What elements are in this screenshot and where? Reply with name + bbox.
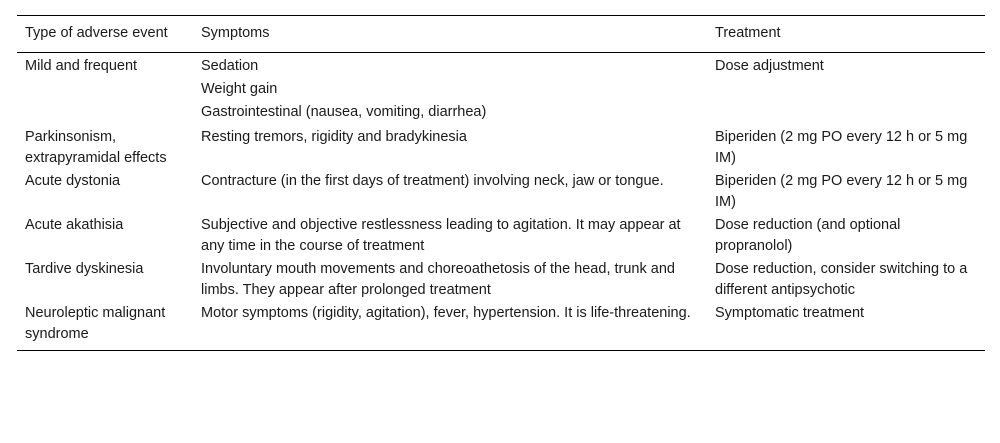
header-symptoms: Symptoms xyxy=(201,25,270,41)
table-row xyxy=(17,257,985,301)
header-row xyxy=(17,16,985,53)
cell-type: Acute dystonia xyxy=(25,173,121,189)
cell-type: Neuroleptic malignant syndrome xyxy=(25,305,166,342)
cell-treatment: Symptomatic treatment xyxy=(715,305,865,321)
adverse-events-table-container xyxy=(17,15,985,351)
table-row xyxy=(17,169,985,213)
cell-symptoms xyxy=(193,53,707,126)
table-row xyxy=(17,213,985,257)
symptom-item: Gastrointestinal (nausea, vomiting, diarrhea) xyxy=(201,104,487,120)
cell-type: Parkinsonism, extrapyramidal effects xyxy=(25,129,167,166)
cell-symptoms: Subjective and objective restlessness leading to agitation. It may appear at any time in the course of treatment xyxy=(201,217,681,254)
cell-treatment: Biperiden (2 mg PO every 12 h or 5 mg IM) xyxy=(715,173,968,210)
cell-treatment: Dose reduction (and optional propranolol) xyxy=(715,217,901,254)
cell-treatment: Dose adjustment xyxy=(715,58,824,74)
symptom-item: Weight gain xyxy=(201,81,278,97)
cell-type: Acute akathisia xyxy=(25,217,124,233)
adverse-events-table xyxy=(17,15,985,351)
table-header xyxy=(17,16,985,53)
cell-treatment: Biperiden (2 mg PO every 12 h or 5 mg IM) xyxy=(715,129,968,166)
table-body xyxy=(17,53,985,351)
table-row xyxy=(17,301,985,351)
cell-symptoms: Motor symptoms (rigidity, agitation), fever, hypertension. It is life-threatening. xyxy=(201,305,691,321)
table-row xyxy=(17,125,985,169)
cell-type: Mild and frequent xyxy=(25,58,138,74)
table-row xyxy=(17,53,985,126)
header-treatment: Treatment xyxy=(715,25,781,41)
header-type: Type of adverse event xyxy=(25,25,168,41)
cell-symptoms: Involuntary mouth movements and choreoathetosis of the head, trunk and limbs. They appear after prolonged treatment xyxy=(201,261,675,298)
cell-symptoms: Resting tremors, rigidity and bradykinesia xyxy=(201,129,467,145)
cell-symptoms: Contracture (in the first days of treatment) involving neck, jaw or tongue. xyxy=(201,173,664,189)
cell-type: Tardive dyskinesia xyxy=(25,261,144,277)
cell-treatment: Dose reduction, consider switching to a different antipsychotic xyxy=(715,261,968,298)
symptom-item: Sedation xyxy=(201,58,259,74)
